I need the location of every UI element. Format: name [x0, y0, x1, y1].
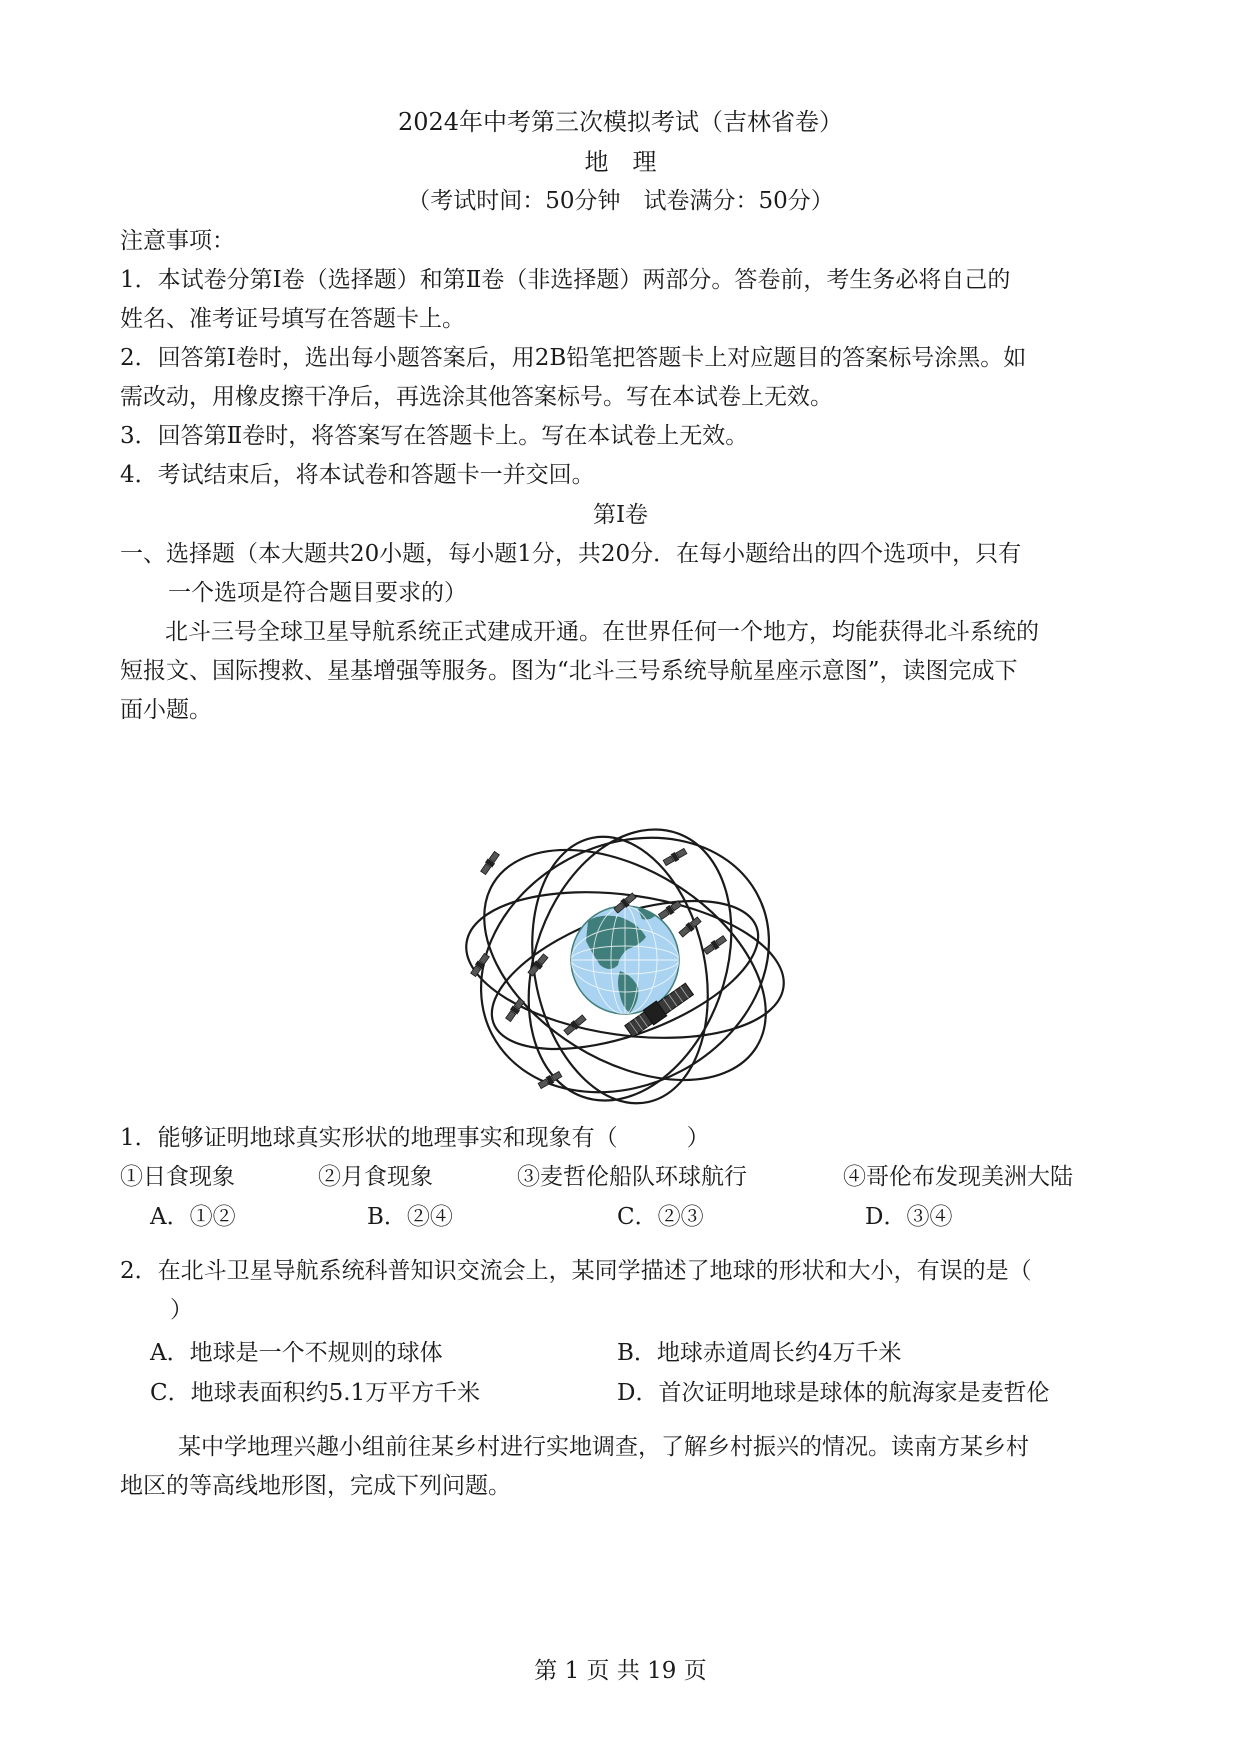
notes-heading: 注意事项： — [120, 228, 235, 254]
exam-time-info: （考试时间：50分钟 试卷满分：50分） — [407, 188, 834, 214]
note-line: 1．本试卷分第Ⅰ卷（选择题）和第Ⅱ卷（非选择题）两部分。答卷前，考生务必将自己的 — [120, 267, 1011, 293]
part-title-continued: 一个选项是符合题目要求的） — [168, 580, 467, 606]
question-2-option-a: A．地球是一个不规则的球体 — [150, 1340, 443, 1366]
intro-paragraph-2-line: 某中学地理兴趣小组前往某乡村进行实地调查，了解乡村振兴的情况。读南方某乡村 — [178, 1434, 1029, 1460]
question-1-fact: ③麦哲伦船队环球航行 — [517, 1164, 747, 1190]
volume-title: 第Ⅰ卷 — [592, 502, 649, 528]
question-1-fact: ②月食现象 — [318, 1164, 433, 1190]
question-2-option-b: B．地球赤道周长约4万千米 — [617, 1340, 902, 1366]
intro-paragraph-2-line: 地区的等高线地形图，完成下列问题。 — [120, 1473, 511, 1499]
beidou-constellation-figure — [460, 825, 790, 1115]
page-number: 第 1 页 共 19 页 — [534, 1658, 707, 1684]
question-1-option-b: B．②④ — [367, 1204, 453, 1230]
question-2-option-d: D．首次证明地球是球体的航海家是麦哲伦 — [617, 1380, 1050, 1406]
question-2-stem-continued: ） — [170, 1297, 193, 1323]
question-1-option-a: A．①② — [150, 1204, 236, 1230]
question-2-stem: 2．在北斗卫星导航系统科普知识交流会上，某同学描述了地球的形状和大小，有误的是（ — [120, 1258, 1032, 1284]
question-1-stem: 1．能够证明地球真实形状的地理事实和现象有（ ） — [120, 1125, 710, 1151]
globe-icon — [571, 906, 679, 1014]
question-1-fact: ④哥伦布发现美洲大陆 — [843, 1164, 1073, 1190]
question-1-option-c: C．②③ — [617, 1204, 704, 1230]
intro-paragraph-line: 短报文、国际搜救、星基增强等服务。图为“北斗三号系统导航星座示意图”，读图完成下 — [120, 658, 1018, 684]
exam-title: 2024年中考第三次模拟考试（吉林省卷） — [397, 108, 844, 136]
note-line: 2．回答第Ⅰ卷时，选出每小题答案后，用2B铅笔把答题卡上对应题目的答案标号涂黑。如 — [120, 345, 1027, 371]
note-line: 4．考试结束后，将本试卷和答题卡一并交回。 — [120, 462, 595, 488]
question-2-option-c: C．地球表面积约5.1万平方千米 — [150, 1380, 481, 1406]
subject-title: 地 理 — [584, 148, 657, 176]
intro-paragraph-line: 面小题。 — [120, 697, 212, 723]
part-title: 一、选择题（本大题共20小题，每小题1分，共20分．在每小题给出的四个选项中，只有 — [120, 541, 1022, 567]
question-1-fact: ①日食现象 — [120, 1164, 235, 1190]
intro-paragraph-line: 北斗三号全球卫星导航系统正式建成开通。在世界任何一个地方，均能获得北斗系统的 — [165, 619, 1039, 645]
note-line: 需改动，用橡皮擦干净后，再选涂其他答案标号。写在本试卷上无效。 — [120, 384, 833, 410]
question-1-option-d: D．③④ — [865, 1204, 953, 1230]
note-line: 姓名、准考证号填写在答题卡上。 — [120, 306, 465, 332]
note-line: 3．回答第Ⅱ卷时，将答案写在答题卡上。写在本试卷上无效。 — [120, 423, 749, 449]
